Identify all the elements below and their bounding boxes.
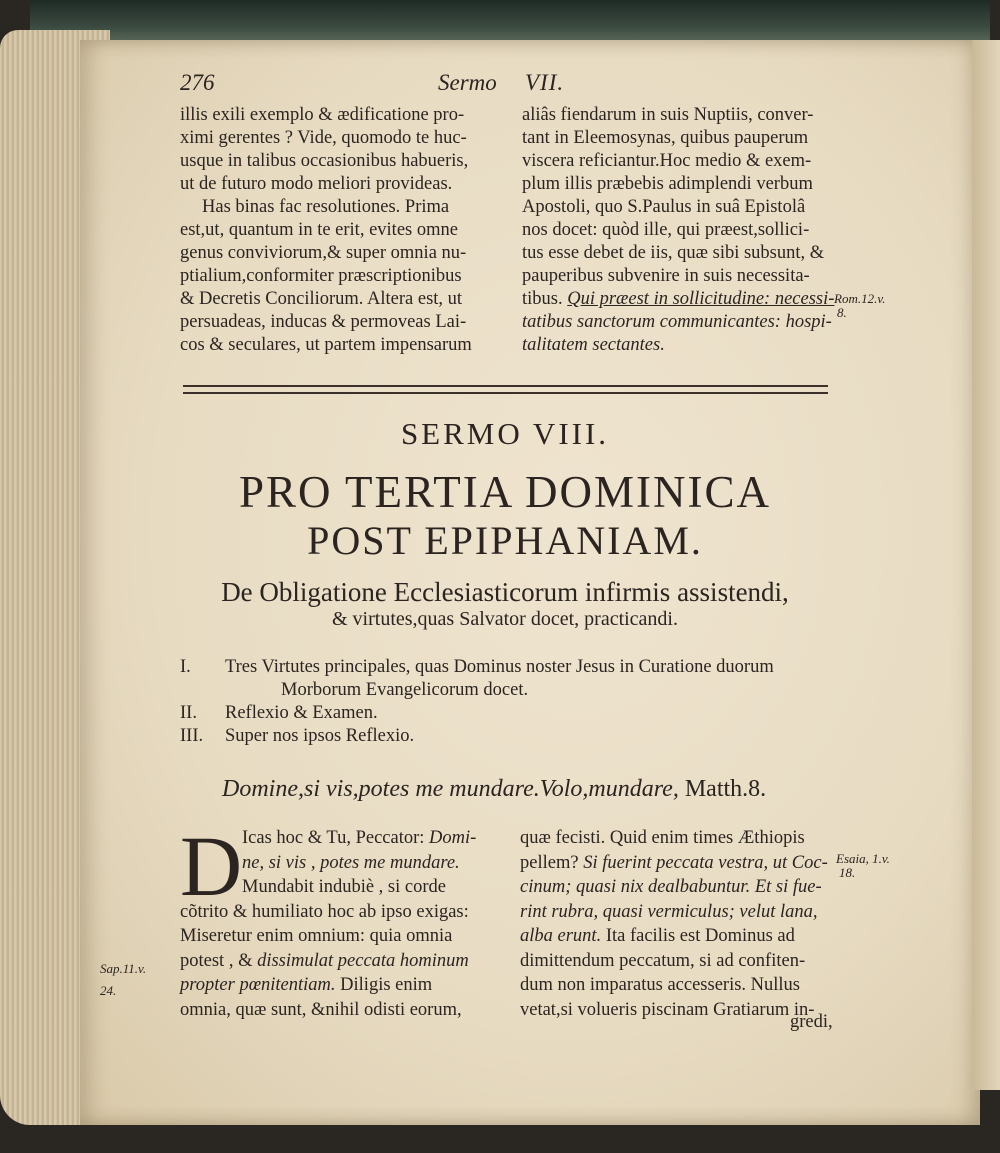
text-line: tant in Eleemosynas, quibus pauperum <box>522 128 809 148</box>
outline-text: Super nos ipsos Reflexio. <box>225 726 415 746</box>
text-segment: Si fuerint peccata vestra, ut Coc- <box>583 852 828 873</box>
sermon-title-line-2: POST EPIPHANIAM. <box>307 518 703 563</box>
margin-note-esaia <box>836 848 890 884</box>
scripture-quote: talitatem sectantes. <box>522 335 665 355</box>
margin-note-rom <box>834 288 885 324</box>
text-line: cõtrito & humiliato hoc ab ipso exigas: <box>180 901 469 922</box>
text-segment: pellem? <box>520 852 579 873</box>
page-header <box>180 70 860 104</box>
margin-note-sap <box>100 958 146 1002</box>
text-line: ximi gerentes ? Vide, quomodo te huc- <box>180 128 467 148</box>
text-segment: quasi nix dealbabuntur. <box>576 877 751 897</box>
text-line: Miseretur enim omnium: quia omnia <box>180 926 453 946</box>
text-line: & Decretis Conciliorum. Altera est, ut <box>180 289 463 309</box>
text-segment: Diligis enim <box>340 975 433 995</box>
text-line <box>520 851 865 876</box>
margin-ref: Esaia, 1.v. <box>836 851 890 866</box>
outline-text: Reflexio & Examen. <box>225 703 378 723</box>
text-line: vetat,si volueris piscinam Gratiarum in- <box>520 999 815 1020</box>
epigraph <box>222 776 842 803</box>
text-line: tus esse debet de iis, quæ sibi subsunt, & <box>522 243 825 263</box>
sermon-number: SERMO VIII. <box>400 416 610 451</box>
text-line: illis exili exemplo & ædificatione pro- <box>180 105 465 125</box>
text-line: pauperibus subvenire in suis necessita- <box>522 266 810 286</box>
text-line: rint rubra, quasi vermiculus; velut lana, <box>520 901 818 922</box>
text-segment: propter pœnitentiam. <box>180 975 336 995</box>
text-line: ne, si vis , potes me mundare. <box>242 852 460 873</box>
text-segment: tibus. <box>522 289 563 309</box>
text-line <box>522 288 872 311</box>
text-line: viscera reficiantur.Hoc medio & exem- <box>522 151 812 171</box>
text-line: aliâs fiendarum in suis Nuptiis, conver- <box>522 105 814 125</box>
section-divider <box>183 385 828 394</box>
margin-ref: Sap.11.v. <box>100 961 147 976</box>
margin-ref: Rom.12.v. <box>834 291 886 306</box>
outline-item <box>180 725 850 748</box>
text-line: omnia, quæ sunt, &nihil odisti eorum, <box>180 999 462 1020</box>
text-line: nos docet: quòd ille, qui præest,sollici- <box>522 220 810 240</box>
text-line: ut de futuro modo meliori provideas. <box>180 174 453 194</box>
text-segment: Icas hoc & Tu, Peccator: <box>242 828 425 848</box>
text-segment: dissimulat peccata hominum <box>257 950 469 971</box>
epigraph-reference: Matth.8. <box>684 776 767 802</box>
page-number: 276 <box>180 70 215 95</box>
text-segment: cinum; <box>520 877 572 897</box>
text-line: genus conviviorum,& super omnia nu- <box>180 243 467 263</box>
margin-ref: 8. <box>837 305 847 320</box>
body-right-column <box>520 826 865 1022</box>
drop-cap: D <box>180 818 243 914</box>
text-line: Apostoli, quo S.Paulus in suâ Epistolâ <box>522 197 806 217</box>
running-head-numeral: VII. <box>525 70 565 95</box>
text-segment: Et si fue- <box>754 877 822 897</box>
scripture-quote: Qui præest in sollicitudine: necessi- <box>567 289 835 309</box>
outline-item <box>180 702 850 725</box>
next-page-edge <box>972 40 1000 1090</box>
outline-number: I. <box>180 657 191 677</box>
text-line: persuadeas, inducas & permoveas Lai- <box>180 312 467 332</box>
text-segment: alba erunt. <box>520 926 602 946</box>
sermon-title-line-1: PRO TERTIA DOMINICA <box>239 467 771 517</box>
text-segment: potest , & <box>180 950 253 971</box>
sermon-subtitle-line-2: & virtutes,quas Salvator docet, practicandi. <box>331 608 678 630</box>
outline-number: III. <box>180 726 204 746</box>
outline-item <box>180 656 850 702</box>
text-segment: Ita facilis est Dominus ad <box>605 926 795 946</box>
sermon-outline <box>180 656 850 748</box>
sermon-subtitle-line-1: De Obligatione Ecclesiasticorum infirmis assistendi, <box>221 577 789 607</box>
text-line: est,ut, quantum in te erit, evites omne <box>180 220 458 240</box>
text-segment: Domi- <box>429 828 477 848</box>
outline-text: Tres Virtutes principales, quas Dominus noster Jesus in Curatione duorum <box>225 657 774 677</box>
text-line: Mundabit indubiè , si corde <box>242 877 446 897</box>
epigraph-quote: Domine,si vis,potes me mundare.Volo,mundare, <box>222 776 679 802</box>
text-line <box>520 875 865 900</box>
outline-text-continued: Morborum Evangelicorum docet. <box>281 680 529 700</box>
margin-ref: 18. <box>839 865 856 880</box>
text-line: quæ fecisti. Quid enim times Æthiopis <box>520 828 805 848</box>
body-left-column <box>180 818 505 1022</box>
text-line: usque in talibus occasionibus habueris, <box>180 151 469 171</box>
text-line <box>520 924 865 949</box>
text-line <box>180 949 505 974</box>
text-line <box>180 826 505 851</box>
outline-number: II. <box>180 703 197 723</box>
text-line: Has binas fac resolutiones. Prima <box>202 197 450 217</box>
text-line: cos & seculares, ut partem impensarum <box>180 335 472 355</box>
text-line: plum illis præbebis adimplendi verbum <box>522 174 813 194</box>
margin-ref: 24. <box>100 983 117 998</box>
catchword: gredi, <box>790 1012 833 1032</box>
scripture-quote: tatibus sanctorum communicantes: hospi- <box>522 312 832 332</box>
text-line <box>180 973 505 998</box>
running-head: Sermo <box>438 70 497 95</box>
text-line: dimittendum peccatum, si ad confiten- <box>520 950 806 971</box>
text-line: ptialium,conformiter præscriptionibus <box>180 266 462 286</box>
left-column-text <box>180 104 510 357</box>
book-top-edge <box>30 0 990 44</box>
text-line: dum non imparatus accesseris. Nullus <box>520 975 801 995</box>
right-column-text <box>522 104 872 357</box>
